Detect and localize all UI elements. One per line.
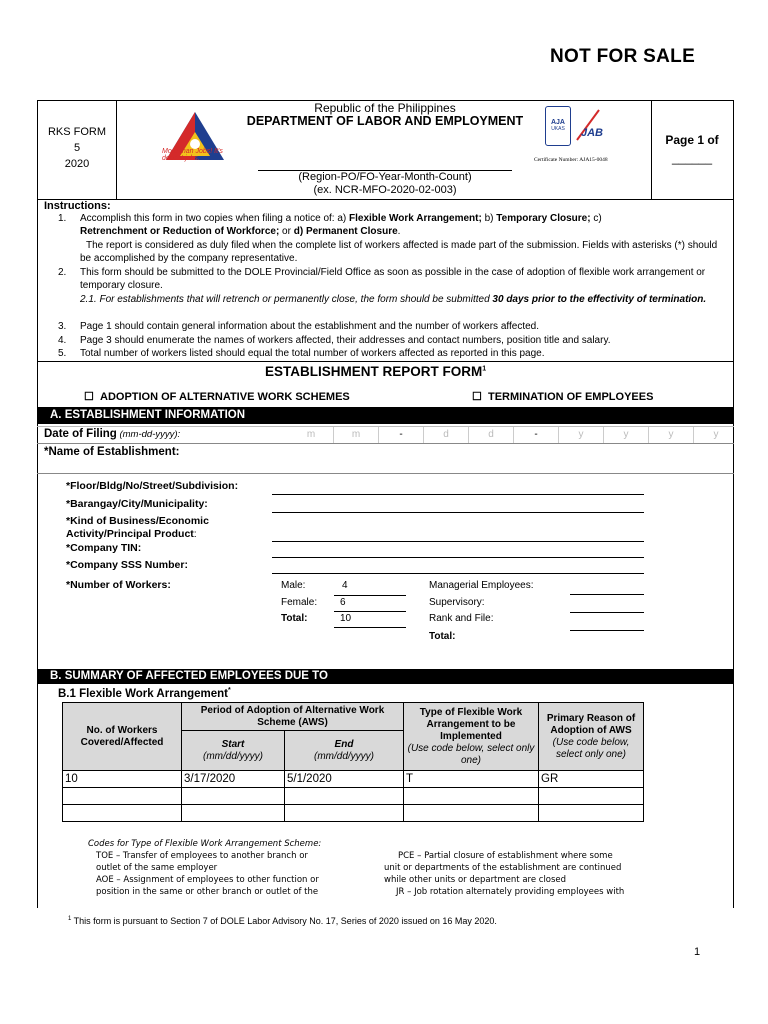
form-id-line1: RKS FORM [47, 126, 107, 138]
code-aoe-1: AOE – Assignment of employees to other function or [96, 875, 319, 885]
page-label: Page 1 of [665, 133, 719, 147]
b1-subtitle [58, 687, 231, 700]
republic-line: Republic of the Philippines [314, 101, 456, 115]
jab-text: JAB [581, 127, 604, 139]
date-cell[interactable]: - [534, 429, 538, 440]
code-pce-3: while other units or department are closed [384, 875, 567, 885]
aja-text: AJA [550, 119, 565, 126]
instruction-1-text-a: Accomplish this form in two copies when filing a notice of: a) [80, 213, 350, 224]
checkbox-icon[interactable]: ☐ [84, 391, 94, 403]
number-of-workers-label: *Number of Workers: [66, 579, 171, 591]
cell-reason[interactable] [539, 788, 644, 805]
dole-logo [160, 110, 230, 173]
b1-subtitle-text: B.1 Flexible Work Arrangement [58, 687, 228, 700]
footnote-text: This form is pursuant to Section 7 of DOLE Labor Advisory No. 17, Series of 2020 issued on 16 May 2020. [71, 916, 497, 926]
date-cell-divider [468, 427, 469, 443]
cell-workers[interactable] [63, 788, 182, 805]
checkbox-termination[interactable] [472, 390, 653, 403]
checkbox-alternative-work-label: ADOPTION OF ALTERNATIVE WORK SCHEMES [100, 391, 350, 403]
date-cell-divider [693, 427, 694, 443]
company-tin-label: *Company TIN: [66, 542, 142, 554]
col-period-header: Period of Adoption of Alternative Work Scheme (AWS) [182, 703, 404, 731]
company-sss-input[interactable] [272, 573, 644, 574]
male-value[interactable]: 4 [342, 580, 348, 591]
date-cell[interactable]: y [668, 429, 674, 440]
barangay-input[interactable] [272, 512, 644, 513]
name-row-bottom-rule [37, 473, 734, 474]
checkbox-alternative-work[interactable] [84, 390, 350, 403]
instructions-bottom-rule [37, 361, 734, 362]
kind-of-business-label-1: *Kind of Business/Economic [66, 515, 209, 527]
total-label: Total: [281, 613, 308, 624]
cell-start[interactable] [182, 788, 285, 805]
date-row-bottom-rule [37, 443, 734, 444]
code-jr: JR – Job rotation alternately providing employees with [396, 887, 625, 897]
checkbox-termination-label: TERMINATION OF EMPLOYEES [488, 391, 654, 403]
rank-and-file-label: Rank and File: [429, 613, 494, 624]
male-label: Male: [281, 580, 306, 591]
col-type-title: Type of Flexible Work Arrangement to be Implemented [419, 706, 523, 742]
cell-start[interactable] [182, 805, 285, 822]
cell-workers[interactable]: 10 [63, 771, 182, 788]
female-underline-top [334, 595, 406, 596]
instruction-1-retrenchment: Retrenchment or Reduction of Workforce; [80, 226, 280, 237]
footnote-number: 1 [68, 916, 72, 922]
female-underline [334, 611, 406, 612]
kind-of-business-label-2 [66, 528, 197, 540]
establishment-name-label: *Name of Establishment: [44, 446, 180, 458]
instruction-5: Total number of workers listed should equal the total number of workers affected as reported in this page. [80, 348, 545, 359]
instruction-2: This form should be submitted to the DOLE Provincial/Field Office as soon as possible in the case of adoption of flexible work arrangement or temporary closure. [80, 267, 706, 291]
cell-end[interactable] [285, 805, 404, 822]
instruction-1-text-e: c) [590, 213, 602, 224]
col-start-header [182, 731, 285, 771]
instruction-3: Page 1 should contain general information about the establishment and the number of workers affected. [80, 321, 539, 332]
date-format-hint: (mm-dd-yyyy): [116, 429, 181, 440]
cell-end[interactable] [285, 788, 404, 805]
table-row [63, 788, 644, 805]
department-title: DEPARTMENT OF LABOR AND EMPLOYMENT [246, 114, 524, 128]
instruction-4: Page 3 should enumerate the names of workers affected, their addresses and contact numbers, position title and salary. [80, 335, 611, 346]
instruction-1 [80, 213, 725, 226]
code-pce-2: unit or departments of the establishment are continued [384, 863, 622, 873]
instruction-2-1 [80, 294, 725, 307]
aja-cert-logo [545, 106, 571, 146]
code-aoe-2: position in the same or other branch or outlet of the [96, 887, 319, 897]
total-employees-label: Total: [429, 631, 456, 642]
total-value[interactable]: 10 [340, 613, 352, 624]
report-title-text: ESTABLISHMENT REPORT FORM [265, 364, 483, 379]
date-cell[interactable]: - [399, 429, 403, 440]
not-for-sale-label: NOT FOR SALE [550, 46, 696, 67]
supervisory-input[interactable] [570, 612, 644, 613]
kind-of-business-input[interactable] [272, 541, 644, 542]
date-cell-divider [378, 427, 379, 443]
footnote [68, 916, 497, 926]
cell-end[interactable]: 5/1/2020 [285, 771, 404, 788]
instruction-1-fwa: Flexible Work Arrangement; [349, 213, 482, 224]
barangay-label: *Barangay/City/Municipality: [66, 498, 208, 510]
company-sss-label: *Company SSS Number: [66, 559, 188, 571]
cell-type[interactable] [404, 805, 539, 822]
date-of-filing-text: Date of Filing [44, 428, 117, 440]
item4-number: 4. [58, 335, 67, 346]
col-reason-title: Primary Reason of Adoption of AWS [546, 712, 636, 736]
code-pce-1: PCE – Partial closure of establishment where some [398, 851, 613, 861]
date-cell[interactable]: m [306, 429, 316, 440]
codes-title: Codes for Type of Flexible Work Arrangement Scheme: [88, 839, 322, 849]
cell-reason[interactable] [539, 805, 644, 822]
female-label: Female: [281, 597, 318, 608]
instruction-1-text-c: b) [481, 213, 497, 224]
header-divider-right [651, 100, 652, 200]
code-toe-2: outlet of the same employer [96, 863, 218, 873]
date-cell[interactable]: d [443, 429, 449, 440]
supervisory-label: Supervisory: [429, 597, 485, 608]
date-cell-divider [558, 427, 559, 443]
col-workers-header: No. of Workers Covered/Affected [63, 703, 182, 771]
col-start-hint: (mm/dd/yyyy) [203, 750, 263, 762]
company-tin-input[interactable] [272, 557, 644, 558]
col-end-header [285, 731, 404, 771]
instructions-title: Instructions: [44, 200, 111, 212]
total-underline [334, 627, 406, 628]
item1-number: 1. [58, 213, 67, 224]
form-id-line3: 2020 [64, 158, 90, 170]
jab-cert-logo [573, 106, 605, 146]
managerial-label: Managerial Employees: [429, 580, 534, 591]
floor-label: *Floor/Bldg/No/Street/Subdivision: [66, 480, 239, 492]
item5-number: 5. [58, 348, 67, 359]
instruction-1-sub: The report is considered as duly filed when the complete list of workers affected is made part of the submission. Fields with asterisks (*) should be accomplished by the company representative. [80, 240, 718, 264]
col-start-title: Start [221, 738, 245, 750]
form-id-line2: 5 [73, 142, 81, 154]
item2-number: 2. [58, 267, 67, 278]
cell-workers[interactable] [63, 805, 182, 822]
date-cell[interactable]: y [578, 429, 584, 440]
col-reason-hint: (Use code below, select only one) [552, 736, 630, 760]
table-row [63, 771, 644, 788]
checkbox-icon[interactable]: ☐ [472, 391, 482, 403]
reference-format: (Region-PO/FO-Year-Month-Count) [298, 171, 472, 183]
form-id [38, 124, 116, 172]
instruction-1-temp-closure: Temporary Closure; [496, 213, 591, 224]
page-total-blank: ______ [671, 151, 713, 165]
certificate-number: Certificate Number: AJA15-0048 [534, 157, 608, 163]
col-type-hint: (Use code below, select only one) [407, 742, 535, 766]
instruction-1-line2 [80, 226, 725, 239]
floor-input[interactable] [272, 494, 644, 495]
cell-reason[interactable]: GR [539, 771, 644, 788]
item3-number: 3. [58, 321, 67, 332]
cell-type[interactable]: T [404, 771, 539, 788]
instruction-2-1-text: 2.1. For establishments that will retrench or permanently close, the form should be submitted [80, 294, 493, 305]
table-row [63, 805, 644, 822]
ukas-text: UKAS [551, 126, 565, 132]
b1-required-marker: * [228, 687, 231, 694]
date-cell-divider [333, 427, 334, 443]
instruction-1-permanent-closure: d) Permanent Closure [293, 226, 398, 237]
rank-and-file-input[interactable] [570, 630, 644, 631]
header-bottom-rule [37, 199, 734, 200]
date-cell-divider [603, 427, 604, 443]
date-cell-divider [513, 427, 514, 443]
date-cell[interactable]: y [713, 429, 719, 440]
date-cell-divider [648, 427, 649, 443]
code-toe-1: TOE – Transfer of employees to another branch or [96, 851, 308, 861]
date-cell[interactable]: y [623, 429, 629, 440]
female-value[interactable]: 6 [340, 597, 346, 608]
kind-of-business-colon: : [193, 528, 197, 540]
date-of-filing-label [44, 428, 180, 440]
report-title [265, 364, 486, 379]
dole-slogan: More than Jobs! It's decent jobs. [162, 148, 223, 162]
report-title-footnote-ref: 1 [482, 365, 487, 373]
section-b-bar: B. SUMMARY OF AFFECTED EMPLOYEES DUE TO [38, 669, 733, 684]
col-type-header [404, 703, 539, 771]
instruction-1-text-g: or [279, 226, 294, 237]
instruction-1-text-i: . [397, 226, 401, 237]
date-cell[interactable]: m [351, 429, 361, 440]
header-divider-left [116, 100, 117, 200]
flexible-work-table [62, 702, 644, 822]
date-cell[interactable]: d [488, 429, 494, 440]
date-cell-divider [423, 427, 424, 443]
col-reason-header [539, 703, 644, 771]
instruction-2-1-deadline: 30 days prior to the effectivity of termination. [492, 294, 707, 305]
section-a-bar: A. ESTABLISHMENT INFORMATION [38, 407, 733, 424]
cell-start[interactable]: 3/17/2020 [182, 771, 285, 788]
col-end-title: End [334, 738, 354, 750]
col-end-hint: (mm/dd/yyyy) [314, 750, 374, 762]
reference-example: (ex. NCR-MFO-2020-02-003) [313, 184, 457, 196]
cell-type[interactable] [404, 788, 539, 805]
page-number: 1 [694, 946, 701, 958]
kind-of-business-label-2-text: Activity/Principal Product [66, 528, 194, 540]
managerial-input[interactable] [570, 594, 644, 595]
